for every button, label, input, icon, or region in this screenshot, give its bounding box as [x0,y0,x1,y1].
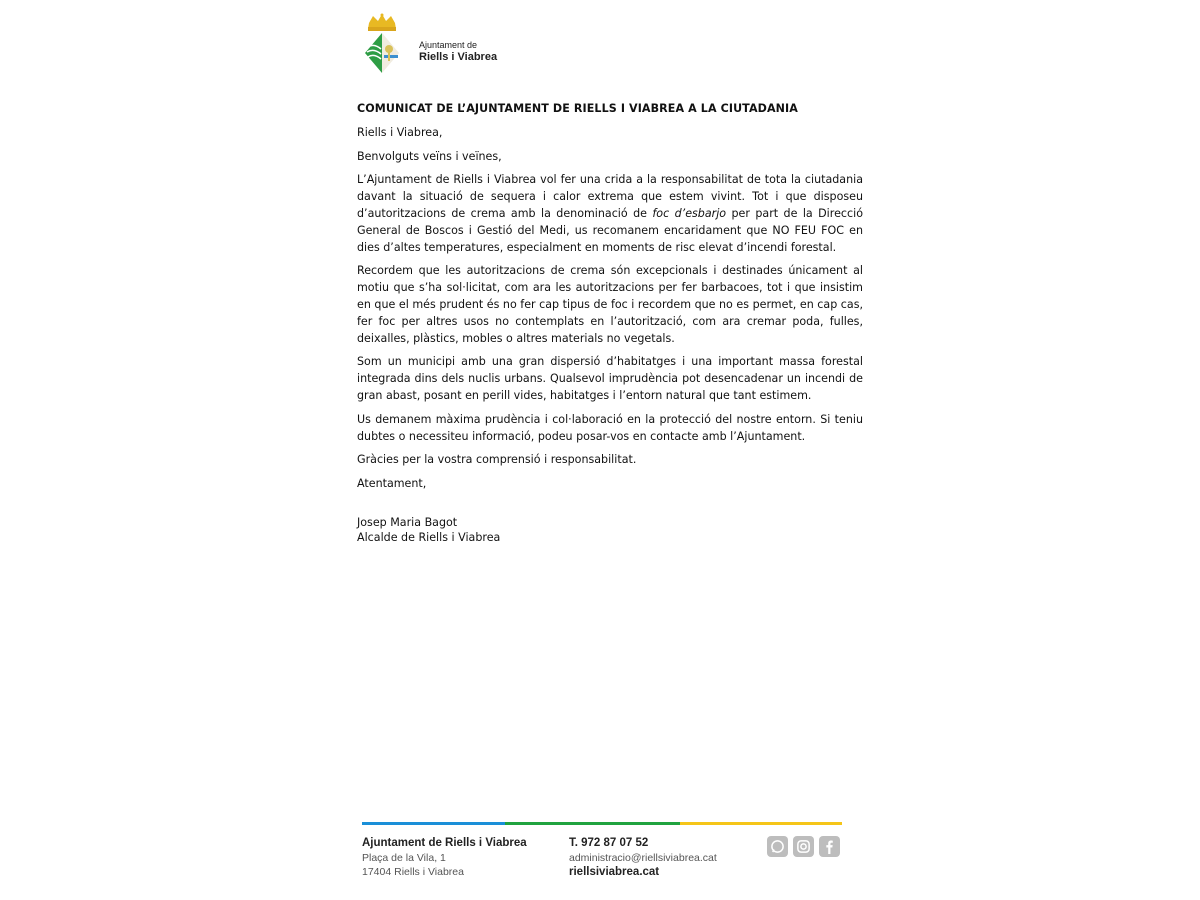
paragraph-1 [357,172,863,256]
coat-of-arms-icon [362,13,412,75]
municipality-logo [362,13,512,75]
footer-contact [569,836,717,880]
logo-line-2: Riells i Viabrea [419,51,498,63]
footer-phone: T. 972 87 07 52 [569,837,649,849]
whatsapp-icon[interactable] [767,836,788,857]
letter-place: Riells i Viabrea, [357,125,443,139]
footer-email[interactable]: administracio@riellsiviabrea.cat [569,851,717,864]
footer-bar-yellow [680,822,842,825]
closing: Atentament, [357,477,427,491]
letter-greeting: Benvolguts veïns i veïnes, [357,149,502,163]
letter-title: COMUNICAT DE L’AJUNTAMENT DE RIELLS I VIABREA A LA CIUTADANIA [357,102,798,115]
paragraph-1-end: per part de la Direcció General de Boscos i Gestió del Medi, us recomanem encaridament que NO FEU FOC en dies d’altes temperatures, especialment en moments de risc elevat d’incendi forestal. [357,206,863,254]
logo-line-1: Ajuntament de [419,40,478,50]
footer-bar-green [505,822,680,825]
letter-body [357,101,863,545]
paragraph-3: Som un municipi amb una gran dispersió d’habitatges i una important massa forestal integrada dins dels nuclis urbans. Qualsevol imprudència pot desencadenar un incendi de gran abast, posant en perill vides, habitatges i l’entorn natural que tant estimem. [357,355,863,402]
paragraph-1-italic: foc d’esbarjo [652,206,727,220]
social-links [767,836,840,857]
footer-address [362,836,527,880]
footer-color-bar [362,822,842,825]
footer-website[interactable]: riellsiviabrea.cat [569,866,660,878]
signer-name: Josep Maria Bagot [357,515,458,529]
footer-address-line-1: Plaça de la Vila, 1 [362,851,446,864]
footer-bar-blue [362,822,505,825]
footer-address-line-2: 17404 Riells i Viabrea [362,866,464,878]
paragraph-1-start: L’Ajuntament de Riells i Viabrea vol fer una crida a la responsabilitat de tota la ciutadania davant la situació de sequera i calor extrema que estem vivint. Tot i que disposeu d’autoritzacions de crema amb la denominació de [357,173,863,220]
footer-org-name: Ajuntament de Riells i Viabrea [362,837,527,849]
signature-block [357,515,863,545]
instagram-icon[interactable] [793,836,814,857]
paragraph-2: Recordem que les autoritzacions de crema són excepcionals i destinades únicament al motiu que s’ha sol·licitat, com ara les autoritzacions per fer barbacoes, tot i que insistim en que el més prudent és no fer cap tipus de foc i recordem que no es permet, en cap cas, fer foc per altres usos no contemplats en l’autorització, com ara cremar poda, fulles, deixalles, plàstics, mobles o altres materials no vegetals. [357,264,863,345]
facebook-icon[interactable] [819,836,840,857]
signer-role: Alcalde de Riells i Viabrea [357,530,501,544]
paragraph-5: Gràcies per la vostra comprensió i responsabilitat. [357,453,637,467]
paragraph-4: Us demanem màxima prudència i col·laboració en la protecció del nostre entorn. Si teniu dubtes o necessiteu informació, podeu posar-vos en contacte amb l’Ajuntament. [357,412,863,443]
